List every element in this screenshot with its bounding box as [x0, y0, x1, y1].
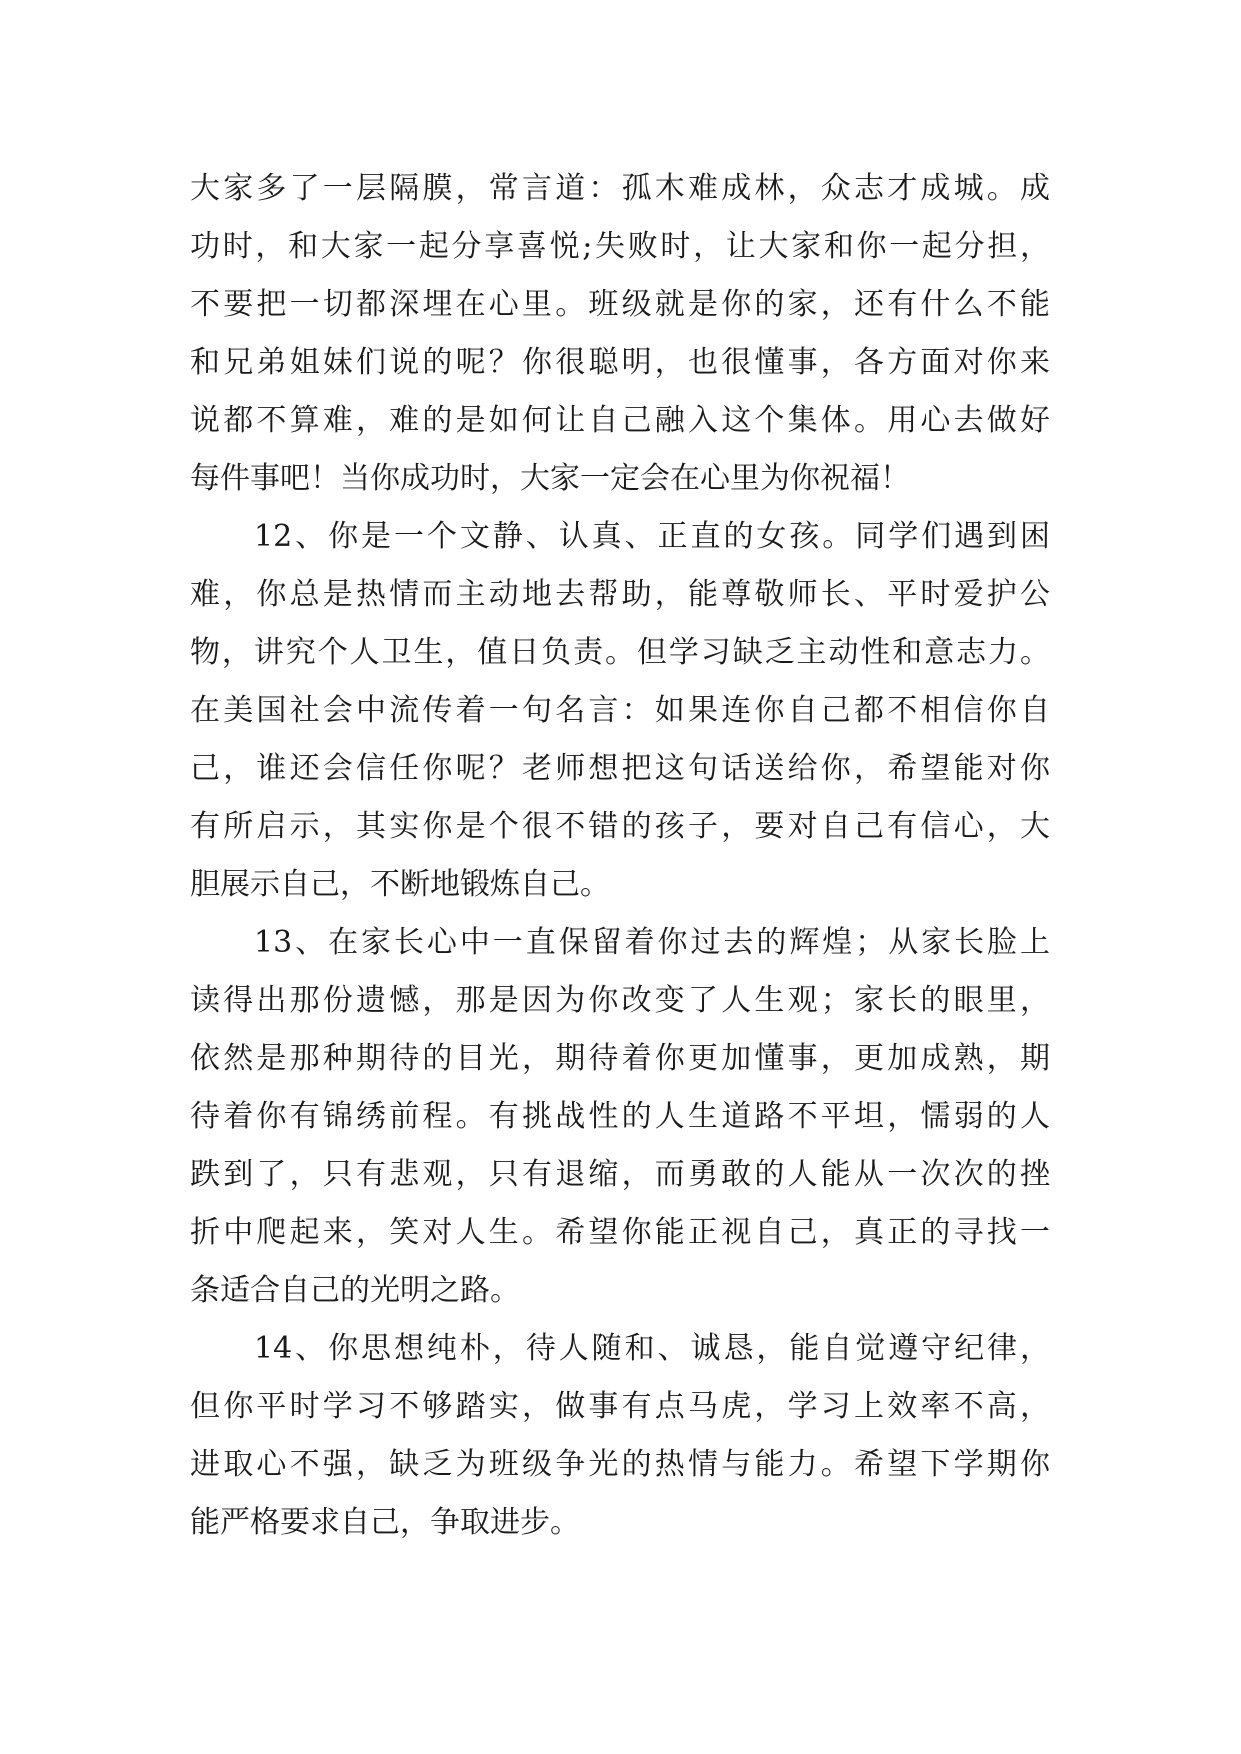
text-line: 14、你思想纯朴，待人随和、诚恳，能自觉遵守纪律，	[254, 1331, 1050, 1366]
text-line: 能严格要求自己，争取进步。	[190, 1505, 580, 1540]
text-line: 不要把一切都深埋在心里。班级就是你的家，还有什么不能	[190, 287, 1050, 322]
text-line: 己，谁还会信任你呢？老师想把这句话送给你，希望能对你	[190, 751, 1050, 786]
text-line: 功时，和大家一起分享喜悦;失败时，让大家和你一起分担，	[190, 229, 1050, 264]
text-line: 物，讲究个人卫生，值日负责。但学习缺乏主动性和意志力。	[190, 635, 1050, 670]
text-line: 但你平时学习不够踏实，做事有点马虎，学习上效率不高，	[190, 1389, 1050, 1424]
paragraph-13	[190, 914, 1050, 1320]
text-line: 大家多了一层隔膜，常言道：孤木难成林，众志才成城。成	[190, 171, 1050, 206]
text-line: 12、你是一个文静、认真、正直的女孩。同学们遇到困	[254, 519, 1050, 554]
text-line: 折中爬起来，笑对人生。希望你能正视自己，真正的寻找一	[190, 1215, 1050, 1250]
document-body	[190, 160, 1050, 1552]
text-line: 和兄弟姐妹们说的呢？你很聪明，也很懂事，各方面对你来	[190, 345, 1050, 380]
text-line: 跌到了，只有悲观，只有退缩，而勇敢的人能从一次次的挫	[190, 1157, 1050, 1192]
text-line: 每件事吧！当你成功时，大家一定会在心里为你祝福！	[190, 461, 910, 496]
text-line: 读得出那份遗憾，那是因为你改变了人生观；家长的眼里，	[190, 983, 1050, 1018]
text-line: 说都不算难，难的是如何让自己融入这个集体。用心去做好	[190, 403, 1050, 438]
text-line: 条适合自己的光明之路。	[190, 1273, 520, 1308]
paragraph-14	[190, 1320, 1050, 1552]
paragraph-12	[190, 508, 1050, 914]
text-line: 有所启示，其实你是个很不错的孩子，要对自己有信心，大	[190, 809, 1050, 844]
paragraph-continuation	[190, 160, 1050, 508]
text-line: 依然是那种期待的目光，期待着你更加懂事，更加成熟，期	[190, 1041, 1050, 1076]
text-line: 胆展示自己，不断地锻炼自己。	[190, 867, 610, 902]
text-line: 待着你有锦绣前程。有挑战性的人生道路不平坦，懦弱的人	[190, 1099, 1050, 1134]
text-line: 难，你总是热情而主动地去帮助，能尊敬师长、平时爱护公	[190, 577, 1050, 612]
text-line: 在美国社会中流传着一句名言：如果连你自己都不相信你自	[190, 693, 1050, 728]
text-line: 13、在家长心中一直保留着你过去的辉煌；从家长脸上	[254, 925, 1050, 960]
text-line: 进取心不强，缺乏为班级争光的热情与能力。希望下学期你	[190, 1447, 1050, 1482]
